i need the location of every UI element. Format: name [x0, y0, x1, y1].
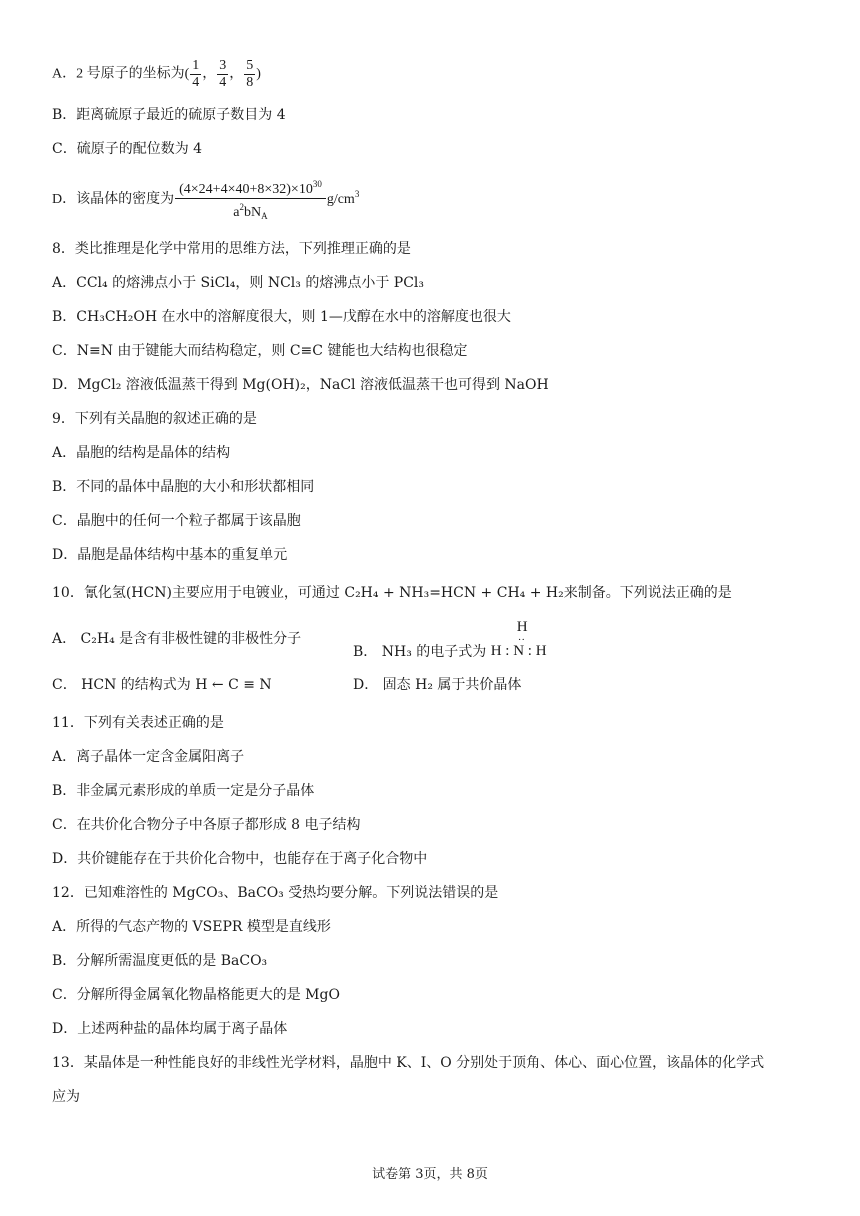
separator: ，	[229, 66, 244, 82]
density-denominator	[175, 199, 326, 224]
q7-option-a-prefix: A．2 号原子的坐标为(	[52, 66, 190, 82]
q7-option-b: B．距离硫原子最近的硫原子数目为 4	[52, 107, 286, 123]
q7-option-d-prefix: D．该晶体的密度为	[52, 192, 175, 208]
fraction-3	[244, 58, 255, 91]
denominator-a: a	[233, 205, 240, 220]
fraction-numerator: 5	[246, 58, 254, 73]
fraction-denominator: 4	[219, 75, 227, 90]
q7-option-c: C．硫原子的配位数为 4	[52, 141, 203, 157]
q10-stem: 10．氰化氢(HCN)主要应用于电镀业，可通过 C₂H₄ + NH₃=HCN + CH₄ + H₂来制备。下列说法正确的是	[52, 585, 732, 601]
denominator-exponent: 2	[239, 202, 245, 212]
denominator-bn: bN	[244, 205, 262, 220]
q12-option-a: A．所得的气态产物的 VSEPR 模型是直线形	[52, 919, 331, 935]
q10-option-b-text: B． NH₃ 的电子式为	[353, 644, 487, 660]
lewis-dots: ··	[517, 634, 526, 646]
q12-option-c: C．分解所得金属氧化物晶格能更大的是 MgO	[52, 987, 340, 1003]
ammonia-lewis-structure	[490, 619, 553, 666]
q9-option-c: C．晶胞中的任何一个粒子都属于该晶胞	[52, 513, 301, 529]
q10-option-b	[353, 619, 553, 666]
fraction-denominator: 8	[246, 75, 254, 90]
q7-option-d	[52, 176, 359, 224]
q10-option-a: A． C₂H₄ 是含有非极性键的非极性分子	[52, 631, 302, 647]
q11-option-d: D．共价键能存在于共价化合物中，也能存在于离子化合物中	[52, 851, 428, 867]
density-numerator	[175, 176, 326, 199]
density-unit-exponent: 3	[354, 189, 360, 200]
fraction-2	[217, 58, 228, 91]
lewis-top-h: H	[516, 619, 528, 635]
q7-option-a	[52, 58, 261, 91]
density-unit: g/cm	[326, 192, 355, 208]
q11-option-c: C．在共价化合物分子中各原子都形成 8 电子结构	[52, 817, 361, 833]
density-fraction	[175, 176, 326, 224]
q7-option-a-suffix: )	[256, 66, 261, 82]
density-exponent: 30	[312, 179, 322, 189]
q10-option-c: C． HCN 的结构式为 H ← C ≡ N	[52, 677, 272, 693]
q9-stem: 9．下列有关晶胞的叙述正确的是	[52, 411, 257, 427]
q12-option-b: B．分解所需温度更低的是 BaCO₃	[52, 953, 268, 969]
q12-option-d: D．上述两种盐的晶体均属于离子晶体	[52, 1021, 288, 1037]
q11-stem: 11．下列有关表述正确的是	[52, 715, 224, 731]
fraction-denominator: 4	[192, 75, 200, 90]
q9-option-b: B．不同的晶体中晶胞的大小和形状都相同	[52, 479, 315, 495]
q12-stem: 12．已知难溶性的 MgCO₃、BaCO₃ 受热均要分解。下列说法错误的是	[52, 885, 499, 901]
q10-option-d: D． 固态 H₂ 属于共价晶体	[353, 677, 522, 693]
q8-stem: 8．类比推理是化学中常用的思维方法，下列推理正确的是	[52, 241, 411, 257]
q13-stem-line2: 应为	[52, 1089, 80, 1105]
q9-option-a: A．晶胞的结构是晶体的结构	[52, 445, 231, 461]
q8-option-b: B．CH₃CH₂OH 在水中的溶解度很大，则 1—戊醇在水中的溶解度也很大	[52, 309, 511, 325]
separator: ，	[202, 66, 217, 82]
denominator-subscript: A	[261, 211, 268, 221]
lewis-middle-row: H : N : H	[490, 643, 547, 659]
q11-option-b: B．非金属元素形成的单质一定是分子晶体	[52, 783, 315, 799]
q11-option-a: A．离子晶体一定含金属阳离子	[52, 749, 245, 765]
q8-option-c: C．N≡N 由于键能大而结构稳定，则 C≡C 键能也大结构也很稳定	[52, 343, 468, 359]
fraction-numerator: 1	[192, 58, 200, 73]
page-footer: 试卷第 3页，共 8页	[372, 1167, 488, 1182]
fraction-1	[190, 58, 201, 91]
density-numerator-text: (4×24+4×40+8×32)×10	[179, 182, 313, 197]
q8-option-d: D．MgCl₂ 溶液低温蒸干得到 Mg(OH)₂，NaCl 溶液低温蒸干也可得到 NaOH	[52, 377, 549, 393]
q8-option-a: A．CCl₄ 的熔沸点小于 SiCl₄，则 NCl₃ 的熔沸点小于 PCl₃	[52, 275, 425, 291]
q9-option-d: D．晶胞是晶体结构中基本的重复单元	[52, 547, 288, 563]
fraction-numerator: 3	[219, 58, 227, 73]
q13-stem-line1: 13．某晶体是一种性能良好的非线性光学材料，晶胞中 K、I、O 分别处于顶角、体心、面心位置，该晶体的化学式	[52, 1055, 765, 1071]
